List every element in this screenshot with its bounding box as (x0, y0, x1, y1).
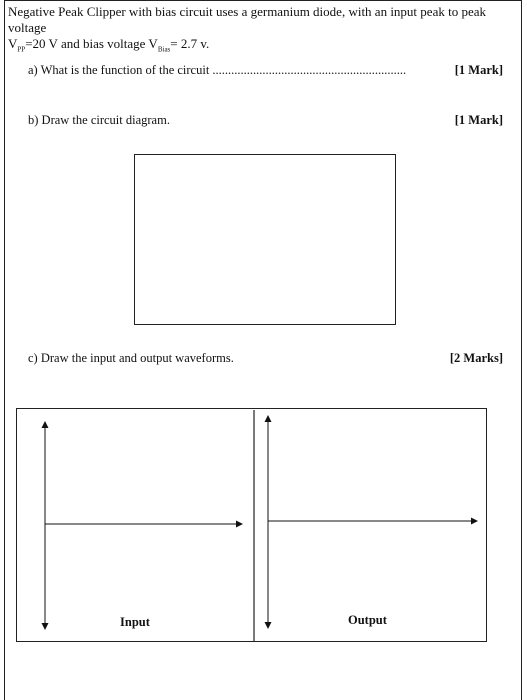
vpp-subscript: PP (17, 45, 26, 54)
output-label: Output (348, 613, 387, 627)
intro-line1: Negative Peak Clipper with bias circuit uses a germanium diode, with an input peak to peak voltage (8, 4, 486, 35)
vpp-symbol: V (8, 36, 18, 51)
question-a-mark: [1 Mark] (454, 63, 503, 77)
question-b-mark: [1 Mark] (454, 113, 503, 127)
vpp-text: =20 V and bias voltage V (25, 36, 158, 51)
question-c-mark: [2 Marks] (449, 351, 503, 365)
vbias-text: = 2.7 v. (170, 36, 210, 51)
question-c: c) Draw the input and output waveforms. (28, 351, 234, 365)
vbias-subscript: Bias (157, 45, 171, 54)
question-b: b) Draw the circuit diagram. (28, 113, 170, 127)
input-label: Input (120, 615, 150, 629)
question-a: a) What is the function of the circuit .............................................................. (28, 63, 407, 77)
